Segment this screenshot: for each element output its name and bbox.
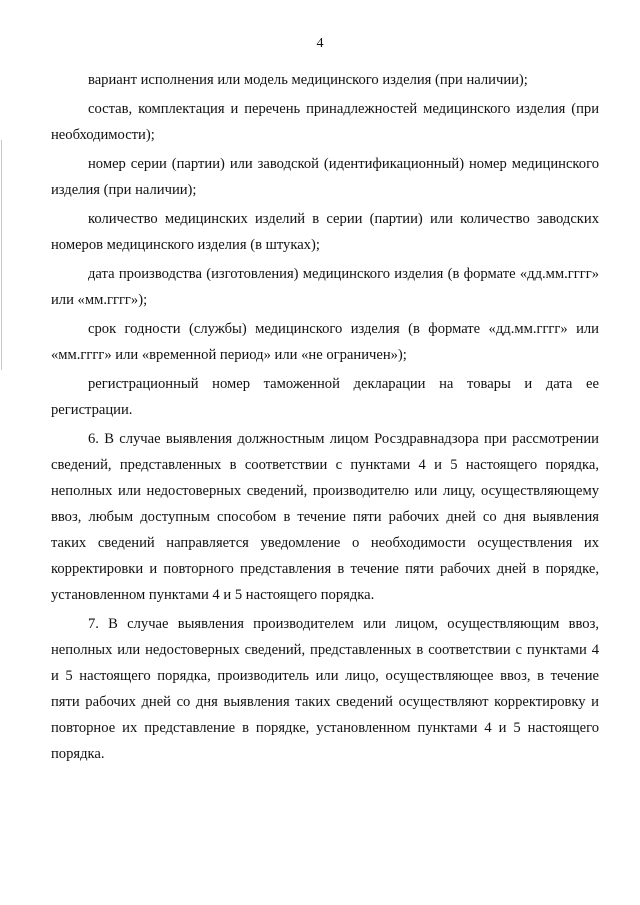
paragraph-customs-declaration: регистрационный номер таможенной декларации на товары и дата ее регистрации.: [51, 376, 599, 418]
paragraph-section-6: 6. В случае выявления должностным лицом Росздравнадзора при рассмотрении сведений, представленных в соответствии с пунктами 4 и 5 настоящего порядка, неполных или недостоверных сведений, производителю или лицу, осуществляющему ввоз, любым доступным способом в течение пяти рабочих дней со дня выявления таких сведений направляется уведомление о необходимости осуществления их корректировки и повторного представления в течение пяти рабочих дней в порядке, установленном пунктами 4 и 5 настоящего порядка.: [51, 431, 599, 603]
paragraph-production-date: дата производства (изготовления) медицинского изделия (в формате «дд.мм.гггг» или «мм.гггг»);: [51, 266, 599, 308]
paragraph-quantity: количество медицинских изделий в серии (партии) или количество заводских номеров медицинского изделия (в штуках);: [51, 211, 599, 253]
paragraph-composition: состав, комплектация и перечень принадлежностей медицинского изделия (при необходимости);: [51, 101, 599, 143]
paragraph-model-variant: вариант исполнения или модель медицинского изделия (при наличии);: [88, 72, 528, 88]
paragraph-serial-number: номер серии (партии) или заводской (идентификационный) номер медицинского изделия (при наличии);: [51, 156, 599, 198]
page-number: 4: [316, 36, 324, 51]
paragraph-section-7: 7. В случае выявления производителем или лицом, осуществляющим ввоз, неполных или недостоверных сведений, представленных в соответствии с пунктами 4 и 5 настоящего порядка, производитель или лицо, осуществляющее ввоз, в течение пяти рабочих дней со дня выявления таких сведений осуществляют корректировку и повторное их представление в порядке, установленном пунктами 4 и 5 настоящего порядка.: [51, 616, 599, 762]
document-body: [51, 67, 599, 770]
paragraph-shelf-life: срок годности (службы) медицинского изделия (в формате «дд.мм.гггг» или «мм.гггг» или «временной период» или «не ограничен»);: [51, 321, 599, 363]
scan-edge-mark: [1, 140, 2, 370]
